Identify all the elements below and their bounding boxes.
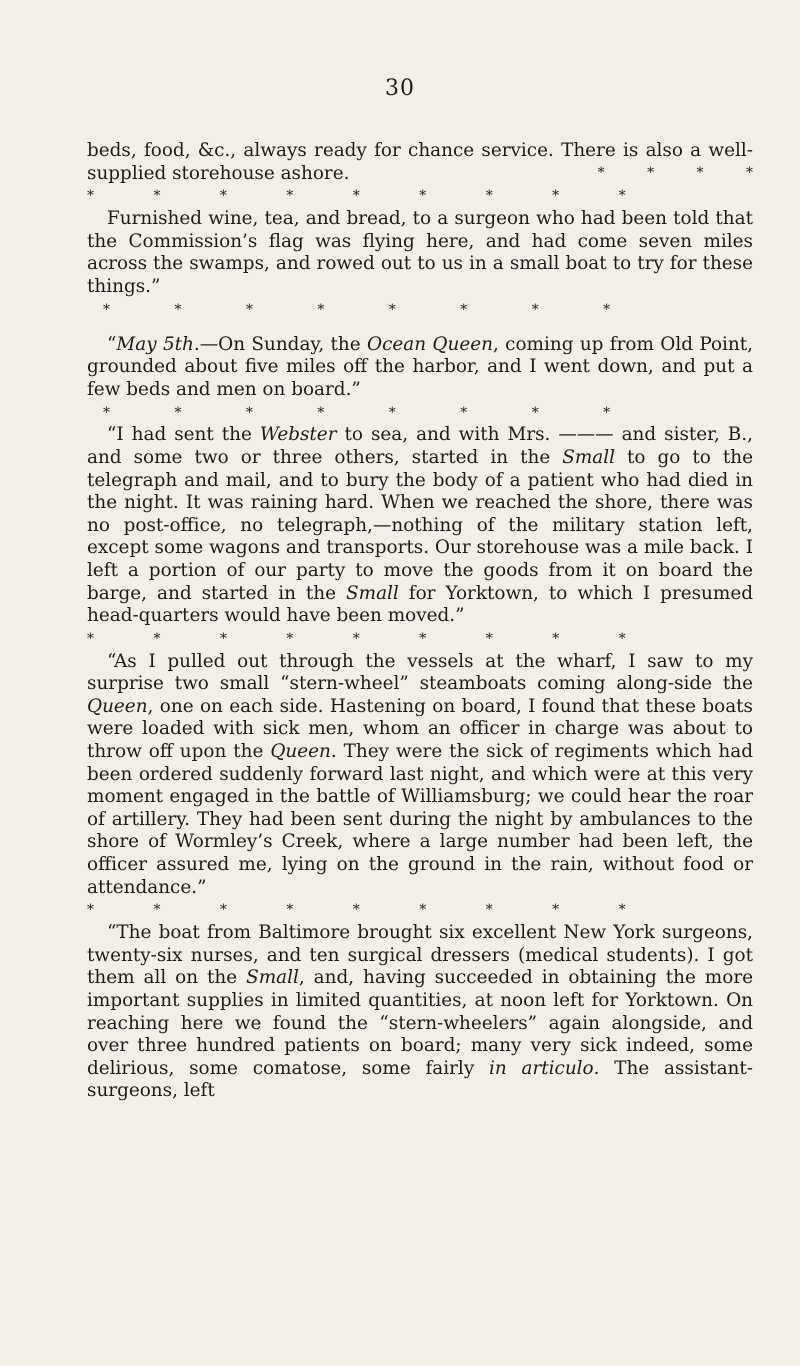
asterism-5: * * * * * * * * * <box>87 902 626 919</box>
body-text <box>87 140 753 1103</box>
paragraph-2: Furnished wine, tea, and bread, to a surgeon who had been told that the Commission’s flag was flying here, and had come seven miles across the swamps, and rowed out to us in a small boat to try for these things.” <box>87 208 753 297</box>
section-gap <box>87 322 753 334</box>
paragraph-1: beds, food, &c., always ready for chance service. There is also a well-supplied storehouse ashore. <box>87 140 753 184</box>
page-number: 30 <box>385 76 415 101</box>
paragraph-5: “As I pulled out through the vessels at the wharf, I saw to my surprise two small “stern-wheel” steamboats coming along-side the Queen, one on each side. Hastening on board, I found that these boats were loaded with sick men, whom an officer in charge was about to throw off upon the Queen. They were the sick of regiments which had been ordered suddenly forward last night, and which were at this very moment engaged in the battle of Williamsburg; we could hear the roar of artillery. They had been sent during the night by ambulances to the shore of Wormley’s Creek, where a large number had been left, the officer assured me, lying on the ground in the rain, without food or attendance.” <box>87 650 754 898</box>
asterism-2: * * * * * * * * <box>103 301 611 318</box>
paragraph-6: “The boat from Baltimore brought six excellent New York surgeons, twenty-six nurses, and ten surgical dressers (medical students). I got them all on the Small, and, having succeeded in obtaining the more important supplies in limited quantities, at noon left for Yorktown. On reaching here we found the “stern-wheelers” again alongside, and over three hundred patients on board; many very sick indeed, some delirious, some comatose, some fairly in articulo. The assistant-surgeons, left <box>87 922 753 1102</box>
asterism-1a: * * * * <box>597 165 753 182</box>
asterism-3: * * * * * * * * <box>103 404 611 421</box>
asterism-4: * * * * * * * * * <box>87 630 626 647</box>
asterism-1: * * * * * * * * * <box>87 188 626 205</box>
paragraph-4: “I had sent the Webster to sea, and with Mrs. ——— and sister, B., and some two or three others, started in the Small to go to the telegraph and mail, and to bury the body of a patient who had died in the night. It was raining hard. When we reached the shore, there was no post-office, no telegraph,—nothing of the military station left, except some wagons and transports. Our storehouse was a mile back. I left a portion of our party to move the goods from it on board the barge, and started in the Small for Yorktown, to which I presumed head-quarters would have been moved.” <box>87 424 753 627</box>
paragraph-3: “May 5th.—On Sunday, the Ocean Queen, coming up from Old Point, grounded about five miles off the harbor, and I went down, and put a few beds and men on board.” <box>87 333 753 400</box>
